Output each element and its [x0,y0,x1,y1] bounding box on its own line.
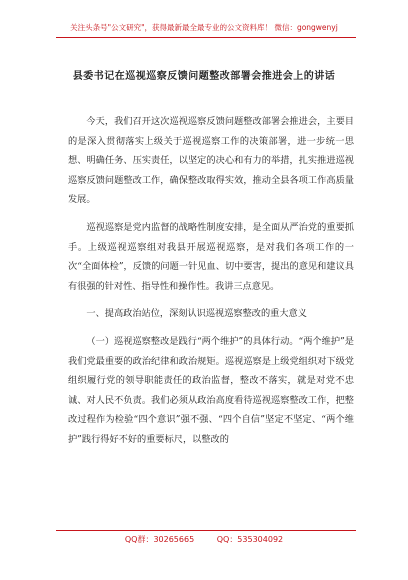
footer-contact [0,534,408,545]
paragraph-significance: 巡视巡察是党内监督的战略性制度安排，是全面从严治党的重要抓手。上级巡视巡察组对我县开展巡视巡察，是对我们各项工作的一次“全面体检”，反馈的问题一针见血、切中要害，提出的意见和建议具有很强的针对性、指导性和操作性。我讲三点意见。 [68,221,354,292]
footer-qq-group: QQ群：30265665 [124,535,195,544]
footer-divider [56,530,356,531]
paragraph-two-safeguards: （一）巡视巡察整改是践行“两个维护”的具体行动。“两个维护”是我们党最重要的政治纪律和政治规矩。巡视巡察是上级党组织对下级党组织履行党的领导职能责任的政治监督，整改不落实，就是对党不忠诚、对人民不负责。我们必须从政治高度看待巡视巡察整改工作，把整改过程作为检验“四个意识”强不强、“四个自信”坚定不坚定、“两个维护”践行得好不好的重要标尺，以整改的 [68,335,354,445]
header-banner: 关注头条号"公文研究"，获得最新最全最专业的公文资料库！ 微信：gongwenyj [70,23,338,32]
section-heading-1: 一、提高政治站位，深刻认识巡视巡察整改的重大意义 [86,308,307,320]
footer-qq: QQ：535304092 [216,535,284,544]
document-title: 县委书记在巡视巡察反馈问题整改部署会推进会上的讲话 [72,71,336,82]
document-body [68,112,354,458]
header-divider [56,37,356,38]
paragraph-intro: 今天，我们召开这次巡视巡察反馈问题整改部署会推进会，主要目的是深入贯彻落实上级关于巡视巡察工作的决策部署，进一步统一思想、明确任务、压实责任，以坚定的决心和有力的举措，扎实推进巡视巡察反馈问题整改工作，确保整改取得实效，推动全县各项工作高质量发展。 [68,116,354,206]
